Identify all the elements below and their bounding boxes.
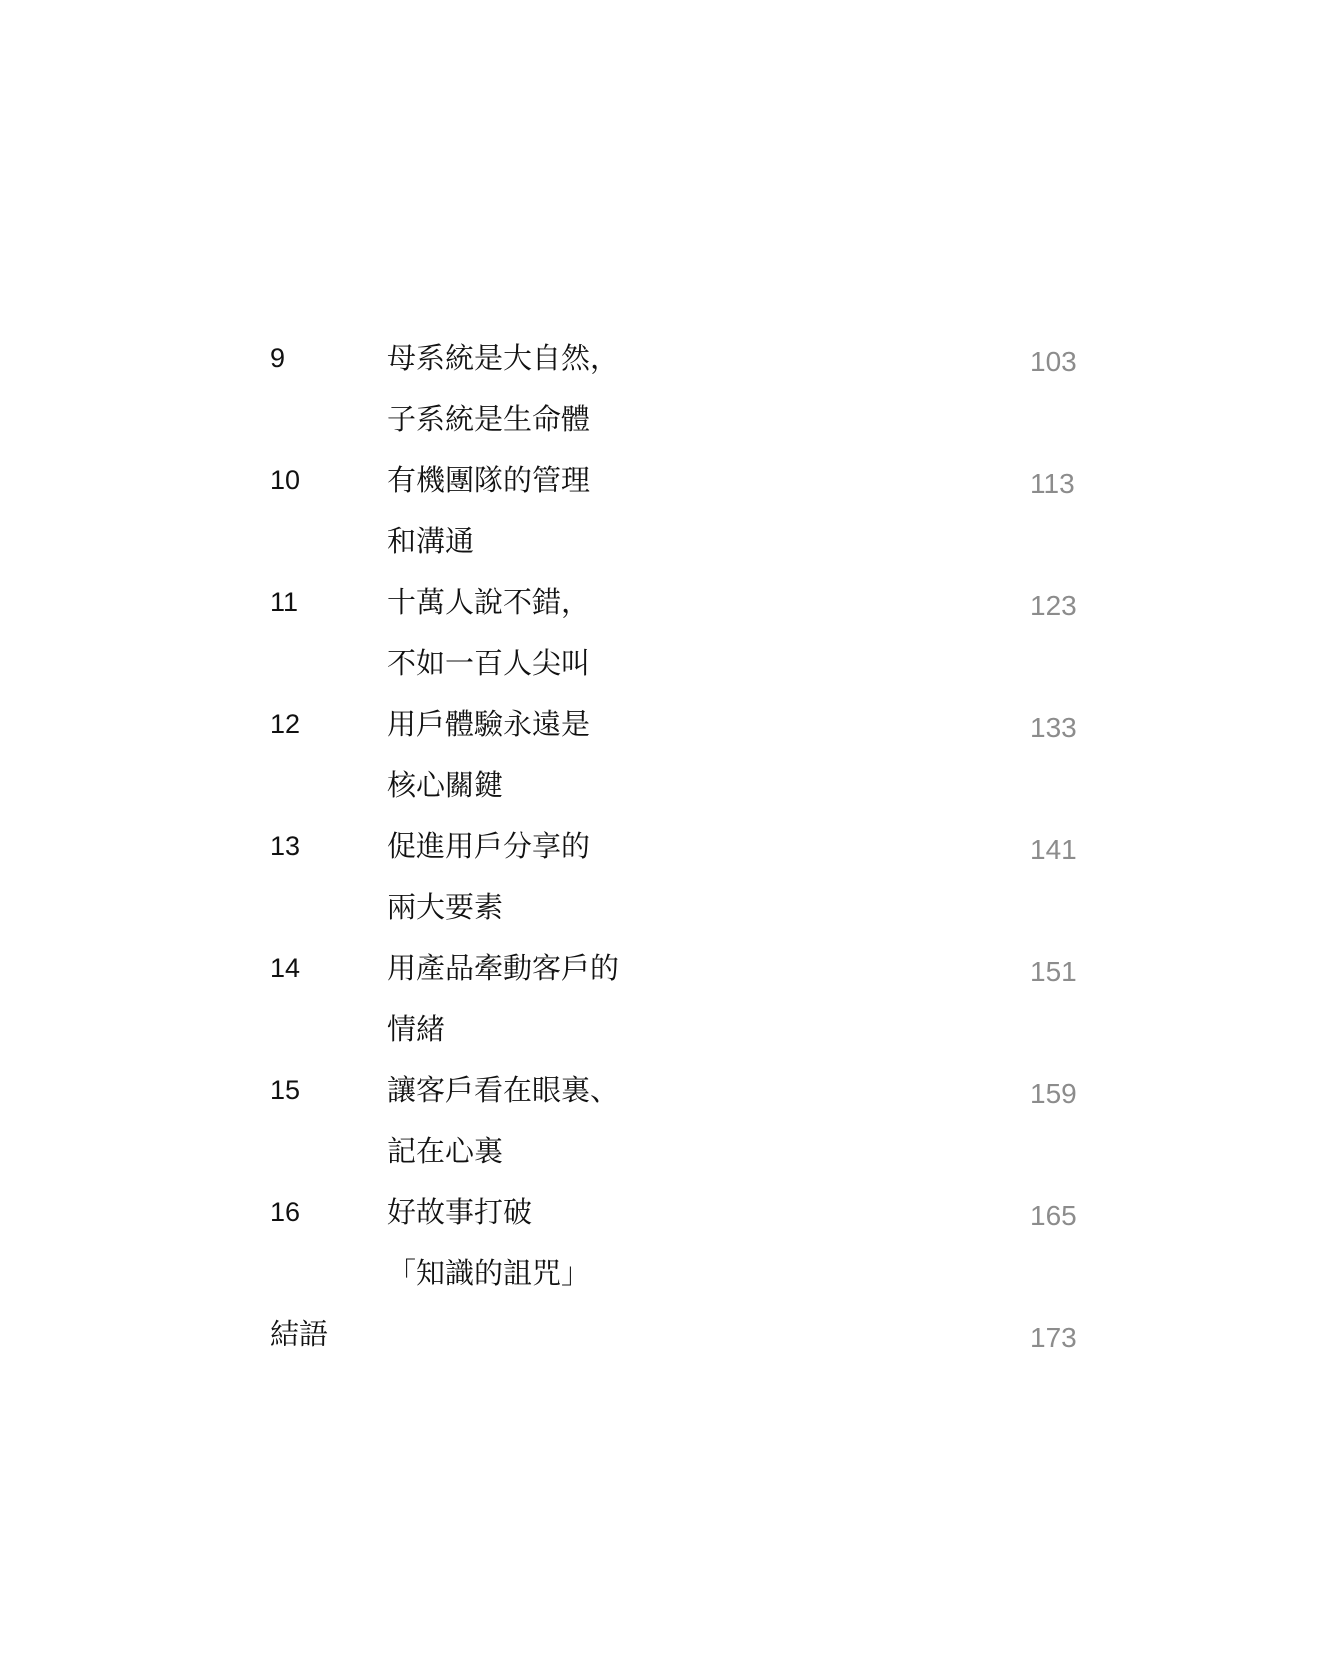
toc-entry-14 xyxy=(0,938,1339,1060)
page-number: 165 xyxy=(1030,1200,1077,1231)
toc-entry-11 xyxy=(0,572,1339,694)
chapter-title-line-2: 兩大要素 xyxy=(387,890,504,924)
chapter-number: 9 xyxy=(270,343,286,373)
chapter-number: 14 xyxy=(270,953,301,983)
page-number: 133 xyxy=(1030,712,1077,743)
toc-entry-12 xyxy=(0,694,1339,816)
toc-entry-15 xyxy=(0,1060,1339,1182)
page-number: 173 xyxy=(1030,1322,1077,1353)
chapter-title-line-2: 情緒 xyxy=(387,1012,446,1046)
chapter-title-line-2: 核心關鍵 xyxy=(387,768,504,802)
table-of-contents xyxy=(0,328,1339,1365)
page-number: 103 xyxy=(1030,346,1077,377)
toc-entry-closing xyxy=(0,1304,1339,1365)
chapter-number: 12 xyxy=(270,709,301,739)
chapter-number: 16 xyxy=(270,1197,301,1227)
chapter-number: 10 xyxy=(270,465,301,495)
chapter-title-line-2: 和溝通 xyxy=(387,524,475,558)
chapter-title-line-2: 記在心裏 xyxy=(387,1134,504,1168)
chapter-title-line-2: 「知識的詛咒」 xyxy=(387,1256,591,1290)
chapter-title-line-1: 用產品牽動客戶的 xyxy=(387,951,620,985)
closing-title: 結語 xyxy=(270,1317,329,1351)
chapter-number: 15 xyxy=(270,1075,301,1105)
page-number: 141 xyxy=(1030,834,1077,865)
chapter-title-line-2: 子系統是生命體 xyxy=(387,402,591,436)
chapter-number: 13 xyxy=(270,831,301,861)
chapter-title-line-1: 有機團隊的管理 xyxy=(387,463,591,497)
chapter-title-line-1: 用戶體驗永遠是 xyxy=(387,707,591,741)
toc-entry-13 xyxy=(0,816,1339,938)
chapter-number: 11 xyxy=(270,587,299,617)
chapter-title-line-1: 母系統是大自然， xyxy=(387,341,620,375)
chapter-title-line-2: 不如一百人尖叫 xyxy=(387,646,591,680)
chapter-title-line-1: 十萬人說不錯， xyxy=(387,585,591,619)
page-number: 159 xyxy=(1030,1078,1077,1109)
page-number: 113 xyxy=(1030,468,1075,499)
toc-entry-16 xyxy=(0,1182,1339,1304)
toc-entry-9 xyxy=(0,328,1339,450)
chapter-title-line-1: 讓客戶看在眼裏、 xyxy=(387,1073,620,1107)
chapter-title-line-1: 促進用戶分享的 xyxy=(387,829,591,863)
toc-entry-10 xyxy=(0,450,1339,572)
page-number: 151 xyxy=(1030,956,1077,987)
page-number: 123 xyxy=(1030,590,1077,621)
chapter-title-line-1: 好故事打破 xyxy=(387,1195,533,1229)
